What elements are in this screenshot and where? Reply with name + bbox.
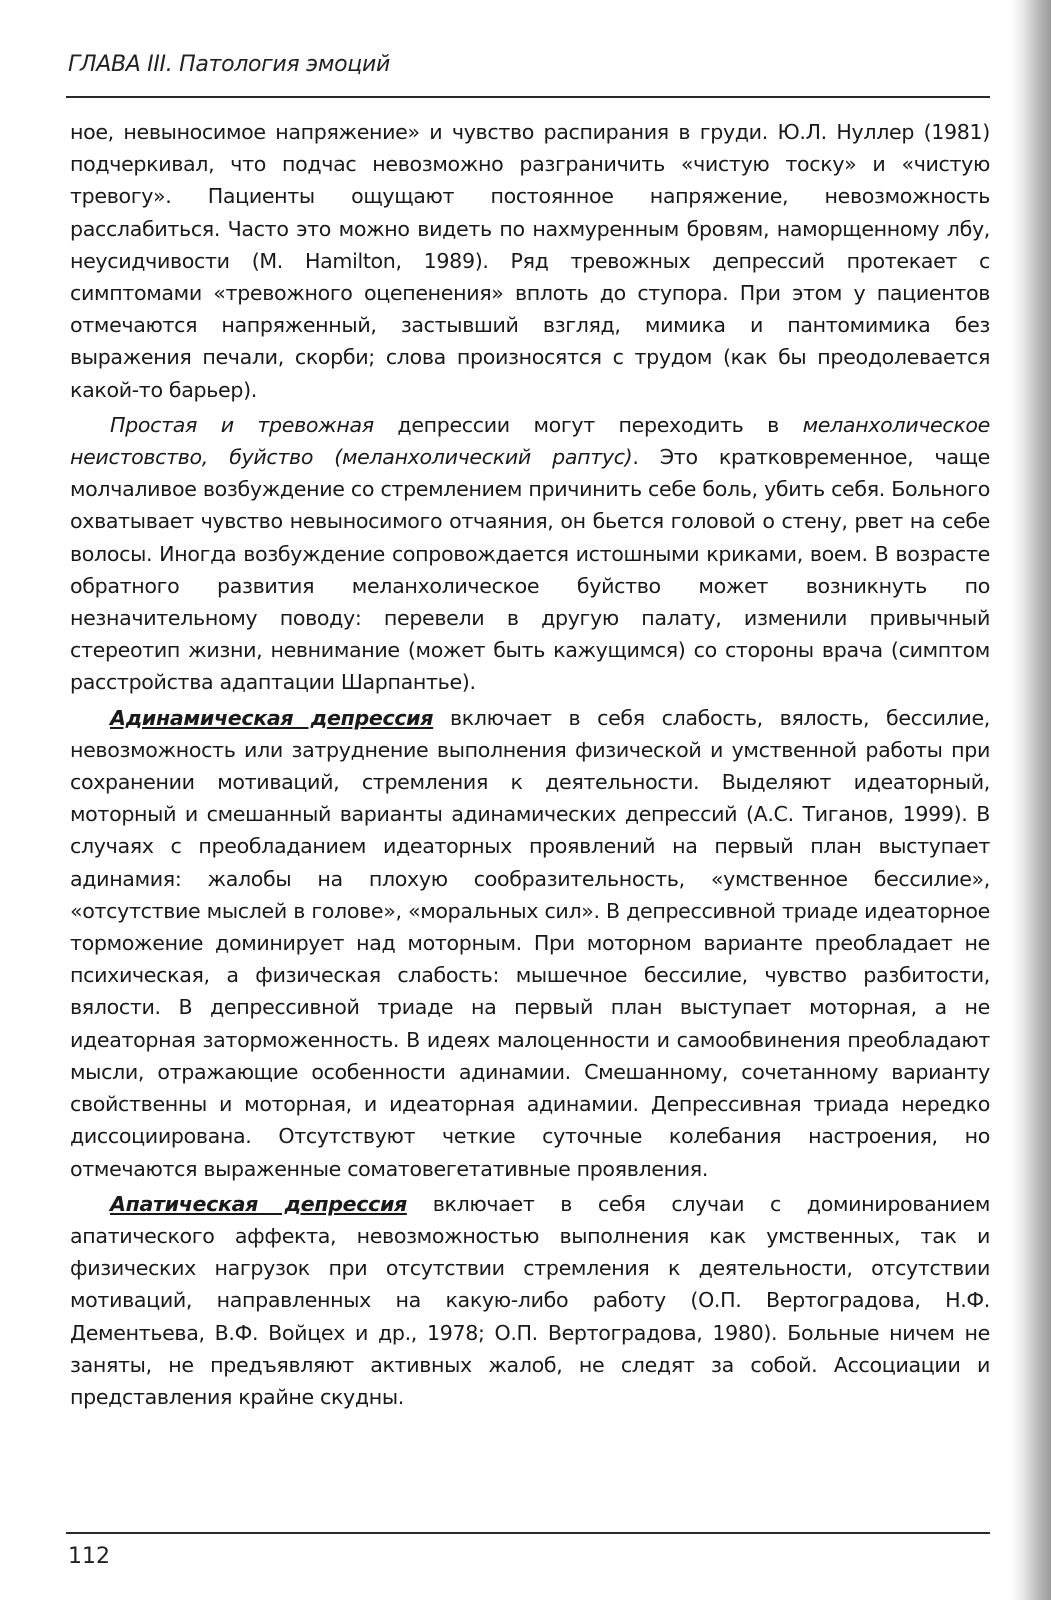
header-rule (66, 96, 990, 98)
term-apathetic-depression: Апатическая депрессия (110, 1191, 407, 1216)
footer-rule (66, 1532, 990, 1534)
book-spine-shadow (1011, 0, 1051, 1600)
page-number: 112 (68, 1544, 110, 1569)
paragraph-continuation (70, 116, 990, 406)
paragraph-1-text: ное, невыносимое напряжение» и чувство распирания в груди. Ю.Л. Нуллер (1981) подчеркивал, что подчас невозможно разграничить «чистую тоску» и «чистую тревогу». Пациенты ощущают постоянное напряжение, невозможность расслабиться. Часто это можно видеть по нахмуренным бровям, наморщенному лбу, неусидчивости (M. Hamilton, 1989). Ряд тревожных депрессий протекает с симптомами «тревожного оцепенения» вплоть до ступора. При этом у пациентов отмечаются напряженный, застывший взгляд, мимика и пантомимика без выражения печали, скорби; слова произносятся с трудом (как бы преодолевается какой-то барьер). (70, 120, 990, 402)
running-header: ГЛАВА III. Патология эмоций (68, 52, 390, 77)
paragraph-2-text-1: депрессии могут переходить в (373, 412, 803, 437)
paragraph-apathetic-depression (70, 1188, 990, 1413)
paragraph-3-text: включает в себя слабость, вялость, бессилие, невозможность или затруднение выполнения физической и умственной работы при сохранении мотиваций, стремления к деятельности. Выделяют идеаторный, моторный и смешанный варианты адинамических депрессий (А.С. Тиганов, 1999). В случаях с преобладанием идеаторных проявлений на первый план выступает адинамия: жалобы на плохую сообразительность, «умственное бессилие», «отсутствие мыслей в голове», «моральных сил». В депрессивной триаде идеаторное торможение доминирует над моторным. При моторном варианте преобладает не психическая, а физическая слабость: мышечное бессилие, чувство разбитости, вялости. В депрессивной триаде на первый план выступает моторная, а не идеаторная заторможенность. В идеях малоценности и самообвинения преобладают мысли, отражающие особенности адинамии. Смешанному, сочетанному варианту свойственны и моторная, и идеаторная адинамии. Депрессивная триада нередко диссоциирована. Отсутствуют четкие суточные колебания настроения, но отмечаются выраженные соматовегетативные проявления. (70, 705, 990, 1181)
paragraph-2-italic-1: Простая и тревожная (110, 412, 374, 437)
paragraph-4-text: включает в себя случаи с доминированием апатического аффекта, невозможностью выполнения как умственных, так и физических нагрузок при отсутствии стремления к деятельности, отсутствии мотиваций, направленных на какую-либо работу (О.П. Вертоградова, Н.Ф. Дементьева, В.Ф. Войцех и др., 1978; О.П. Вертоградова, 1980). Больные ничем не заняты, не предъявляют активных жалоб, не следят за собой. Ассоциации и представления крайне скудны. (70, 1191, 991, 1409)
paragraph-melancholic-raptus (70, 409, 990, 699)
body-text (70, 116, 990, 1413)
term-adynamic-depression: Адинамическая депрессия (110, 705, 434, 730)
paragraph-adynamic-depression (70, 702, 990, 1185)
paragraph-2-text-2: . Это кратковременное, чаще молчаливое возбуждение со стремлением причинить себе боль, убить себя. Больного охватывает чувство невыносимого отчаяния, он бьется головой о стену, рвет на себе волосы. Иногда возбуждение сопровождается истошными криками, воем. В возрасте обратного развития меланхолическое буйство может возникнуть по незначительному поводу: перевели в другую палату, изменили привычный стереотип жизни, невнимание (может быть кажущимся) со стороны врача (симптом расстройства адаптации Шарпантье). (70, 445, 990, 695)
paragraph-2-italic-2: меланхолическое неистовство, буйство (меланхолический раптус) (70, 412, 990, 470)
